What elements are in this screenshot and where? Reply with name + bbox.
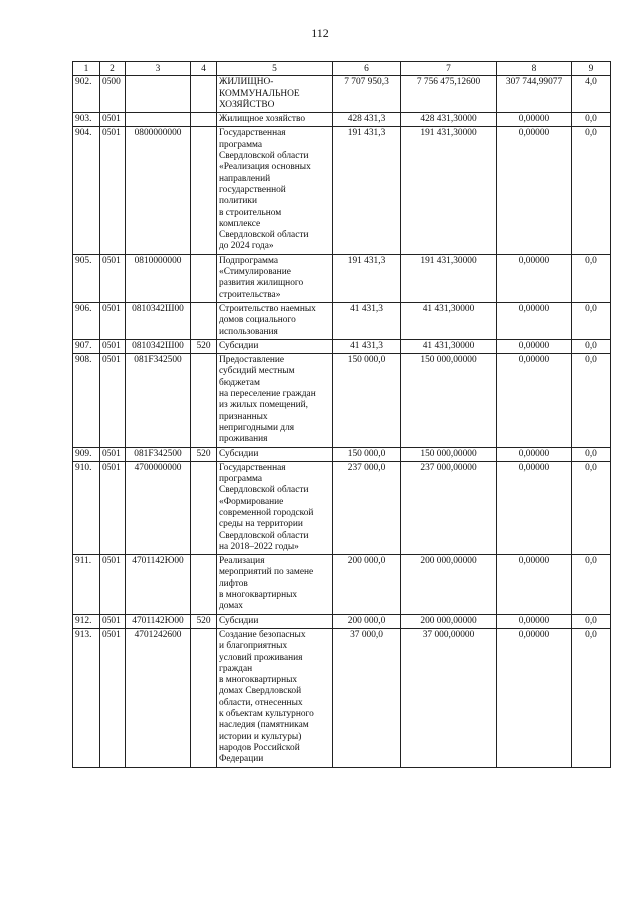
amount-cell: 0,0 xyxy=(572,127,611,254)
row-number-cell: 913. xyxy=(73,628,100,767)
section-code-cell: 0501 xyxy=(100,555,126,614)
item-name-cell: ЖИЛИЩНО- КОММУНАЛЬНОЕ ХОЗЯЙСТВО xyxy=(217,76,333,113)
section-code-cell: 0501 xyxy=(100,339,126,353)
section-code-cell: 0501 xyxy=(100,127,126,254)
amount-cell: 37 000,0 xyxy=(333,628,401,767)
table-row xyxy=(73,254,611,302)
expense-type-cell xyxy=(191,113,217,127)
amount-cell: 237 000,00000 xyxy=(401,461,497,554)
target-article-cell: 4701142Ю00 xyxy=(126,614,191,628)
table-row xyxy=(73,461,611,554)
column-header: 5 xyxy=(217,62,333,76)
section-code-cell: 0501 xyxy=(100,354,126,447)
target-article-cell xyxy=(126,113,191,127)
amount-cell: 0,00000 xyxy=(497,614,572,628)
row-number-cell: 902. xyxy=(73,76,100,113)
amount-cell: 0,00000 xyxy=(497,461,572,554)
amount-cell: 150 000,0 xyxy=(333,447,401,461)
expense-type-cell xyxy=(191,461,217,554)
item-name-cell: Подпрограмма «Стимулирование развития жилищного строительства» xyxy=(217,254,333,302)
target-article-cell: 0810342Ш00 xyxy=(126,339,191,353)
target-article-cell xyxy=(126,76,191,113)
item-name-cell: Жилищное хозяйство xyxy=(217,113,333,127)
item-name-cell: Государственная программа Свердловской области «Формирование современной городской среды на территории Свердловской области на 2018–2022 годы» xyxy=(217,461,333,554)
section-code-cell: 0501 xyxy=(100,113,126,127)
item-name-cell: Строительство наемных домов социального использования xyxy=(217,302,333,339)
item-name-cell: Реализация мероприятий по замене лифтов в многоквартирных домах xyxy=(217,555,333,614)
amount-cell: 7 707 950,3 xyxy=(333,76,401,113)
amount-cell: 0,00000 xyxy=(497,354,572,447)
amount-cell: 0,0 xyxy=(572,339,611,353)
expense-type-cell: 520 xyxy=(191,447,217,461)
amount-cell: 0,00000 xyxy=(497,339,572,353)
amount-cell: 41 431,30000 xyxy=(401,302,497,339)
amount-cell: 200 000,00000 xyxy=(401,555,497,614)
amount-cell: 0,0 xyxy=(572,254,611,302)
amount-cell: 0,00000 xyxy=(497,302,572,339)
expense-type-cell xyxy=(191,254,217,302)
section-code-cell: 0501 xyxy=(100,447,126,461)
target-article-cell: 081F342500 xyxy=(126,354,191,447)
budget-table xyxy=(72,61,611,768)
amount-cell: 41 431,3 xyxy=(333,302,401,339)
item-name-cell: Субсидии xyxy=(217,447,333,461)
amount-cell: 0,00000 xyxy=(497,628,572,767)
amount-cell: 150 000,00000 xyxy=(401,447,497,461)
amount-cell: 428 431,3 xyxy=(333,113,401,127)
amount-cell: 41 431,3 xyxy=(333,339,401,353)
amount-cell: 237 000,0 xyxy=(333,461,401,554)
column-header: 8 xyxy=(497,62,572,76)
amount-cell: 307 744,99077 xyxy=(497,76,572,113)
row-number-cell: 905. xyxy=(73,254,100,302)
amount-cell: 191 431,30000 xyxy=(401,254,497,302)
amount-cell: 200 000,0 xyxy=(333,614,401,628)
expense-type-cell xyxy=(191,127,217,254)
expense-type-cell xyxy=(191,555,217,614)
amount-cell: 0,0 xyxy=(572,555,611,614)
section-code-cell: 0501 xyxy=(100,628,126,767)
table-row xyxy=(73,339,611,353)
column-header: 2 xyxy=(100,62,126,76)
amount-cell: 200 000,00000 xyxy=(401,614,497,628)
row-number-cell: 912. xyxy=(73,614,100,628)
amount-cell: 0,0 xyxy=(572,113,611,127)
table-row xyxy=(73,555,611,614)
amount-cell: 37 000,00000 xyxy=(401,628,497,767)
amount-cell: 7 756 475,12600 xyxy=(401,76,497,113)
amount-cell: 150 000,00000 xyxy=(401,354,497,447)
amount-cell: 0,00000 xyxy=(497,254,572,302)
column-header: 4 xyxy=(191,62,217,76)
amount-cell: 0,0 xyxy=(572,614,611,628)
column-header: 7 xyxy=(401,62,497,76)
amount-cell: 0,00000 xyxy=(497,447,572,461)
amount-cell: 0,0 xyxy=(572,628,611,767)
item-name-cell: Предоставление субсидий местным бюджетам на переселение граждан из жилых помещений, признанных непригодными для проживания xyxy=(217,354,333,447)
target-article-cell: 0800000000 xyxy=(126,127,191,254)
amount-cell: 0,00000 xyxy=(497,555,572,614)
column-header: 3 xyxy=(126,62,191,76)
row-number-cell: 908. xyxy=(73,354,100,447)
amount-cell: 0,00000 xyxy=(497,127,572,254)
column-header: 9 xyxy=(572,62,611,76)
section-code-cell: 0501 xyxy=(100,461,126,554)
target-article-cell: 4701142Ю00 xyxy=(126,555,191,614)
table-row xyxy=(73,113,611,127)
row-number-cell: 911. xyxy=(73,555,100,614)
row-number-cell: 910. xyxy=(73,461,100,554)
amount-cell: 191 431,3 xyxy=(333,254,401,302)
item-name-cell: Государственная программа Свердловской области «Реализация основных направлений государственной политики в строительном комплексе Свердловской области до 2024 года» xyxy=(217,127,333,254)
target-article-cell: 4700000000 xyxy=(126,461,191,554)
table-row xyxy=(73,76,611,113)
table-row xyxy=(73,628,611,767)
row-number-cell: 903. xyxy=(73,113,100,127)
amount-cell: 191 431,30000 xyxy=(401,127,497,254)
amount-cell: 200 000,0 xyxy=(333,555,401,614)
section-code-cell: 0500 xyxy=(100,76,126,113)
section-code-cell: 0501 xyxy=(100,302,126,339)
amount-cell: 0,0 xyxy=(572,302,611,339)
amount-cell: 0,0 xyxy=(572,354,611,447)
page-number: 112 xyxy=(311,26,329,40)
expense-type-cell xyxy=(191,76,217,113)
expense-type-cell xyxy=(191,354,217,447)
amount-cell: 41 431,30000 xyxy=(401,339,497,353)
row-number-cell: 904. xyxy=(73,127,100,254)
amount-cell: 4,0 xyxy=(572,76,611,113)
column-header: 1 xyxy=(73,62,100,76)
target-article-cell: 4701242600 xyxy=(126,628,191,767)
target-article-cell: 0810000000 xyxy=(126,254,191,302)
target-article-cell: 081F342500 xyxy=(126,447,191,461)
amount-cell: 150 000,0 xyxy=(333,354,401,447)
item-name-cell: Субсидии xyxy=(217,339,333,353)
expense-type-cell: 520 xyxy=(191,339,217,353)
expense-type-cell xyxy=(191,302,217,339)
table-body xyxy=(73,76,611,767)
row-number-cell: 907. xyxy=(73,339,100,353)
table-row xyxy=(73,354,611,447)
amount-cell: 0,0 xyxy=(572,447,611,461)
expense-type-cell xyxy=(191,628,217,767)
expense-type-cell: 520 xyxy=(191,614,217,628)
row-number-cell: 909. xyxy=(73,447,100,461)
section-code-cell: 0501 xyxy=(100,254,126,302)
target-article-cell: 0810342Ш00 xyxy=(126,302,191,339)
table-row xyxy=(73,302,611,339)
item-name-cell: Создание безопасных и благоприятных условий проживания граждан в многоквартирных домах Свердловской области, отнесенных к объектам культурного наследия (памятникам истории и культуры) народов Российской Федерации xyxy=(217,628,333,767)
amount-cell: 428 431,30000 xyxy=(401,113,497,127)
section-code-cell: 0501 xyxy=(100,614,126,628)
amount-cell: 0,0 xyxy=(572,461,611,554)
column-header: 6 xyxy=(333,62,401,76)
table-row xyxy=(73,614,611,628)
amount-cell: 0,00000 xyxy=(497,113,572,127)
table-row xyxy=(73,127,611,254)
item-name-cell: Субсидии xyxy=(217,614,333,628)
row-number-cell: 906. xyxy=(73,302,100,339)
table-row xyxy=(73,447,611,461)
header-row xyxy=(73,62,611,76)
amount-cell: 191 431,3 xyxy=(333,127,401,254)
